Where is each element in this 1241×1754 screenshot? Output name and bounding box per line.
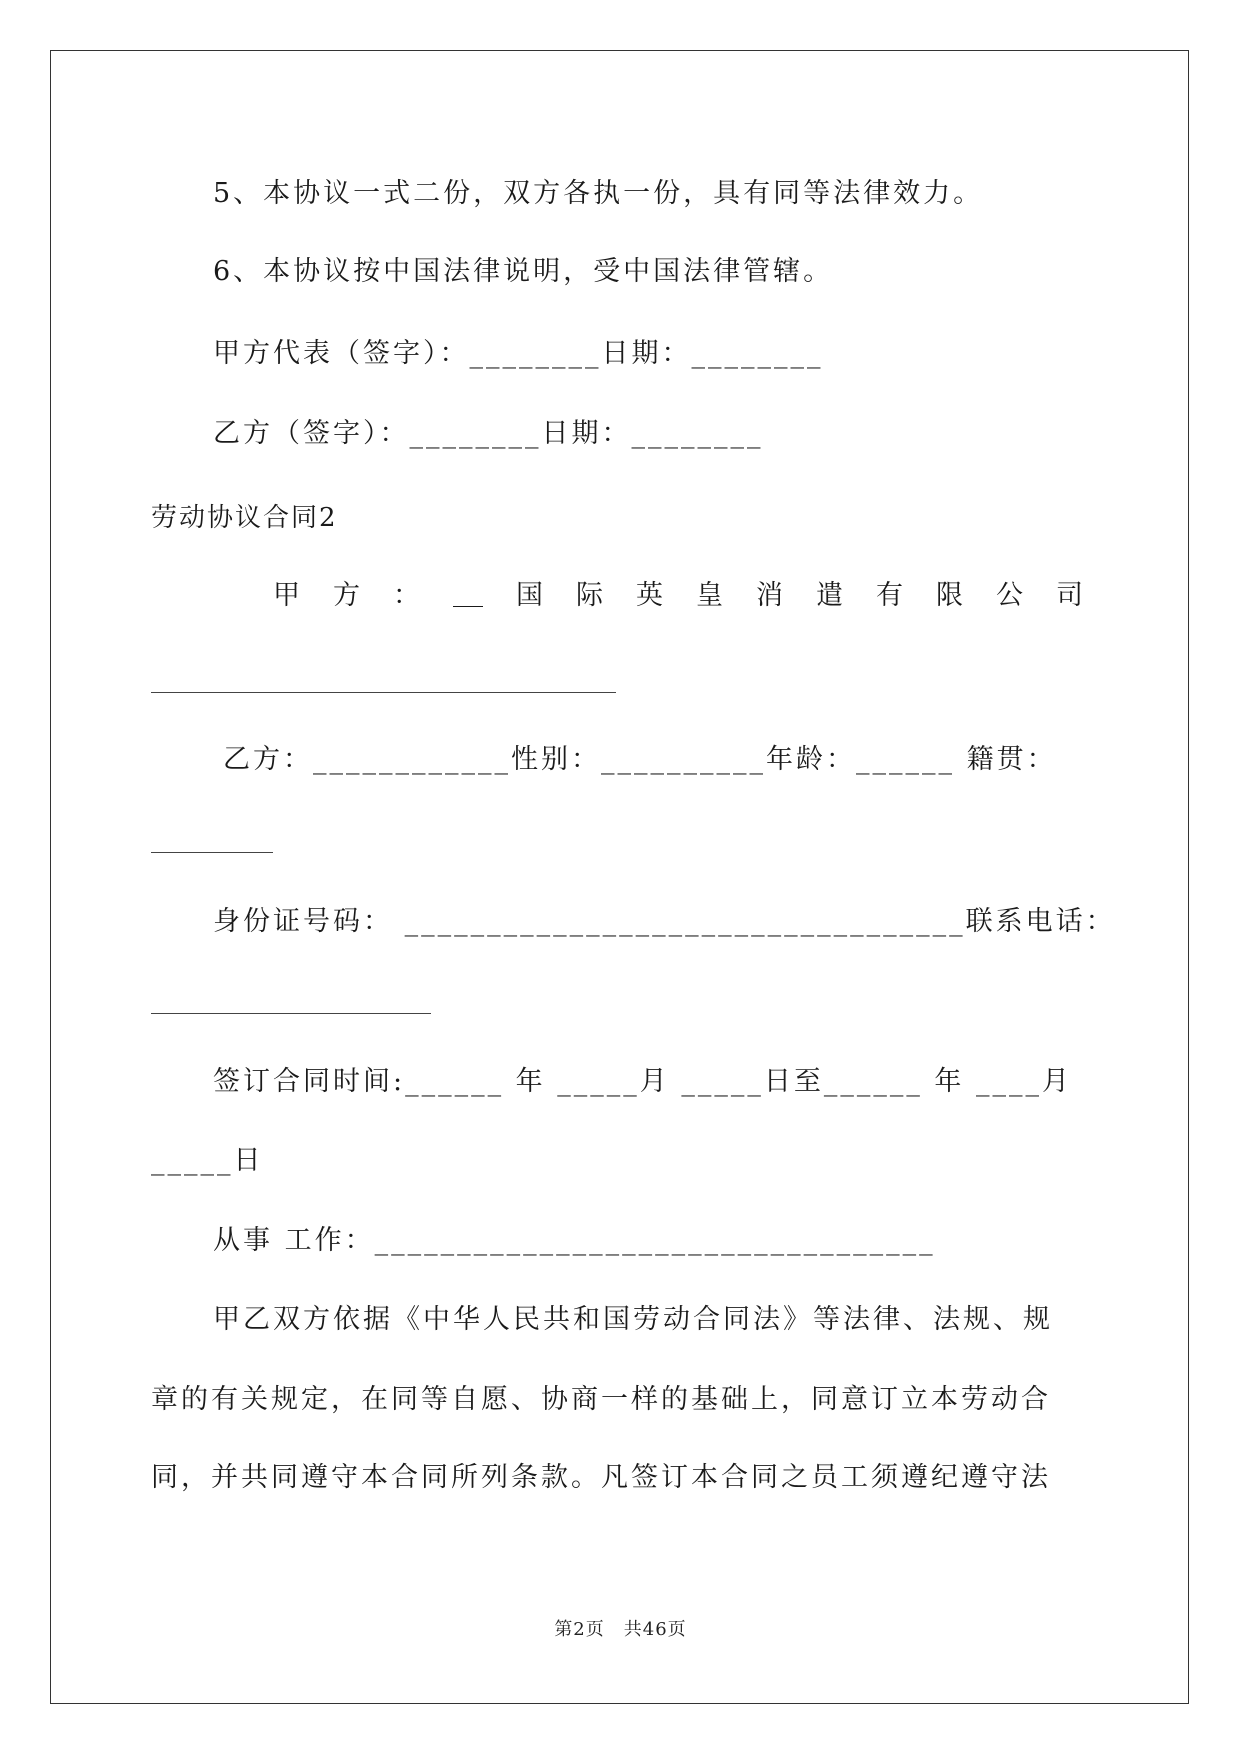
id-phone-line: 身份证号码： __________________________________联系电话： <box>213 906 1116 937</box>
party-a-char: 公 <box>996 580 1023 611</box>
page-number-footer: 第2页 共46页 <box>554 1619 687 1640</box>
work-line: 从事 工作：__________________________________ <box>213 1225 936 1256</box>
party-b-info-line: 乙方：____________性别：__________年龄：______ 籍贯： <box>223 744 1057 775</box>
party-a-char: ： <box>393 580 420 611</box>
party-a-char: 甲 <box>273 580 300 611</box>
paragraph-line-3: 同，并共同遵守本合同所列条款。凡签订本合同之员工须遵纪遵守法 <box>151 1462 1051 1493</box>
party-a-char: 际 <box>576 580 603 611</box>
party-a-char: 消 <box>756 580 783 611</box>
clause-6: 6、本协议按中国法律说明，受中国法律管辖。 <box>213 256 834 287</box>
party-a-char: 有 <box>876 580 903 611</box>
party-a-char: 皇 <box>696 580 723 611</box>
paragraph-line-2: 章的有关规定，在同等自愿、协商一样的基础上，同意订立本劳动合 <box>151 1384 1051 1415</box>
party-a-char: 限 <box>936 580 963 611</box>
paragraph-line-1: 甲乙双方依据《中华人民共和国劳动合同法》等法律、法规、规 <box>213 1304 1053 1335</box>
clause-5: 5、本协议一式二份，双方各执一份，具有同等法律效力。 <box>213 178 984 209</box>
party-a-blank <box>453 578 483 607</box>
party-a-char: 司 <box>1056 580 1083 611</box>
party-a-char: 遣 <box>816 580 843 611</box>
party-a-signature-line: 甲方代表（签字）：________日期：________ <box>213 338 824 369</box>
party-b-signature-line: 乙方（签字）：________日期：________ <box>213 418 764 449</box>
party-a-continuation-rule <box>151 692 616 693</box>
contract-title: 劳动协议合同2 <box>151 503 338 533</box>
party-a-char: 方 <box>333 580 360 611</box>
sign-date-line: 签订合同时间:______ 年 _____月 _____日至______ 年 ____月 <box>213 1066 1073 1097</box>
hometown-continuation-rule <box>151 852 273 853</box>
phone-continuation-rule <box>151 1013 431 1014</box>
party-a-char: 国 <box>516 580 543 611</box>
sign-date-end-line: _____日 <box>151 1145 264 1176</box>
party-a-line <box>273 578 1083 614</box>
page-border <box>50 50 1189 1704</box>
party-a-char: 英 <box>636 580 663 611</box>
